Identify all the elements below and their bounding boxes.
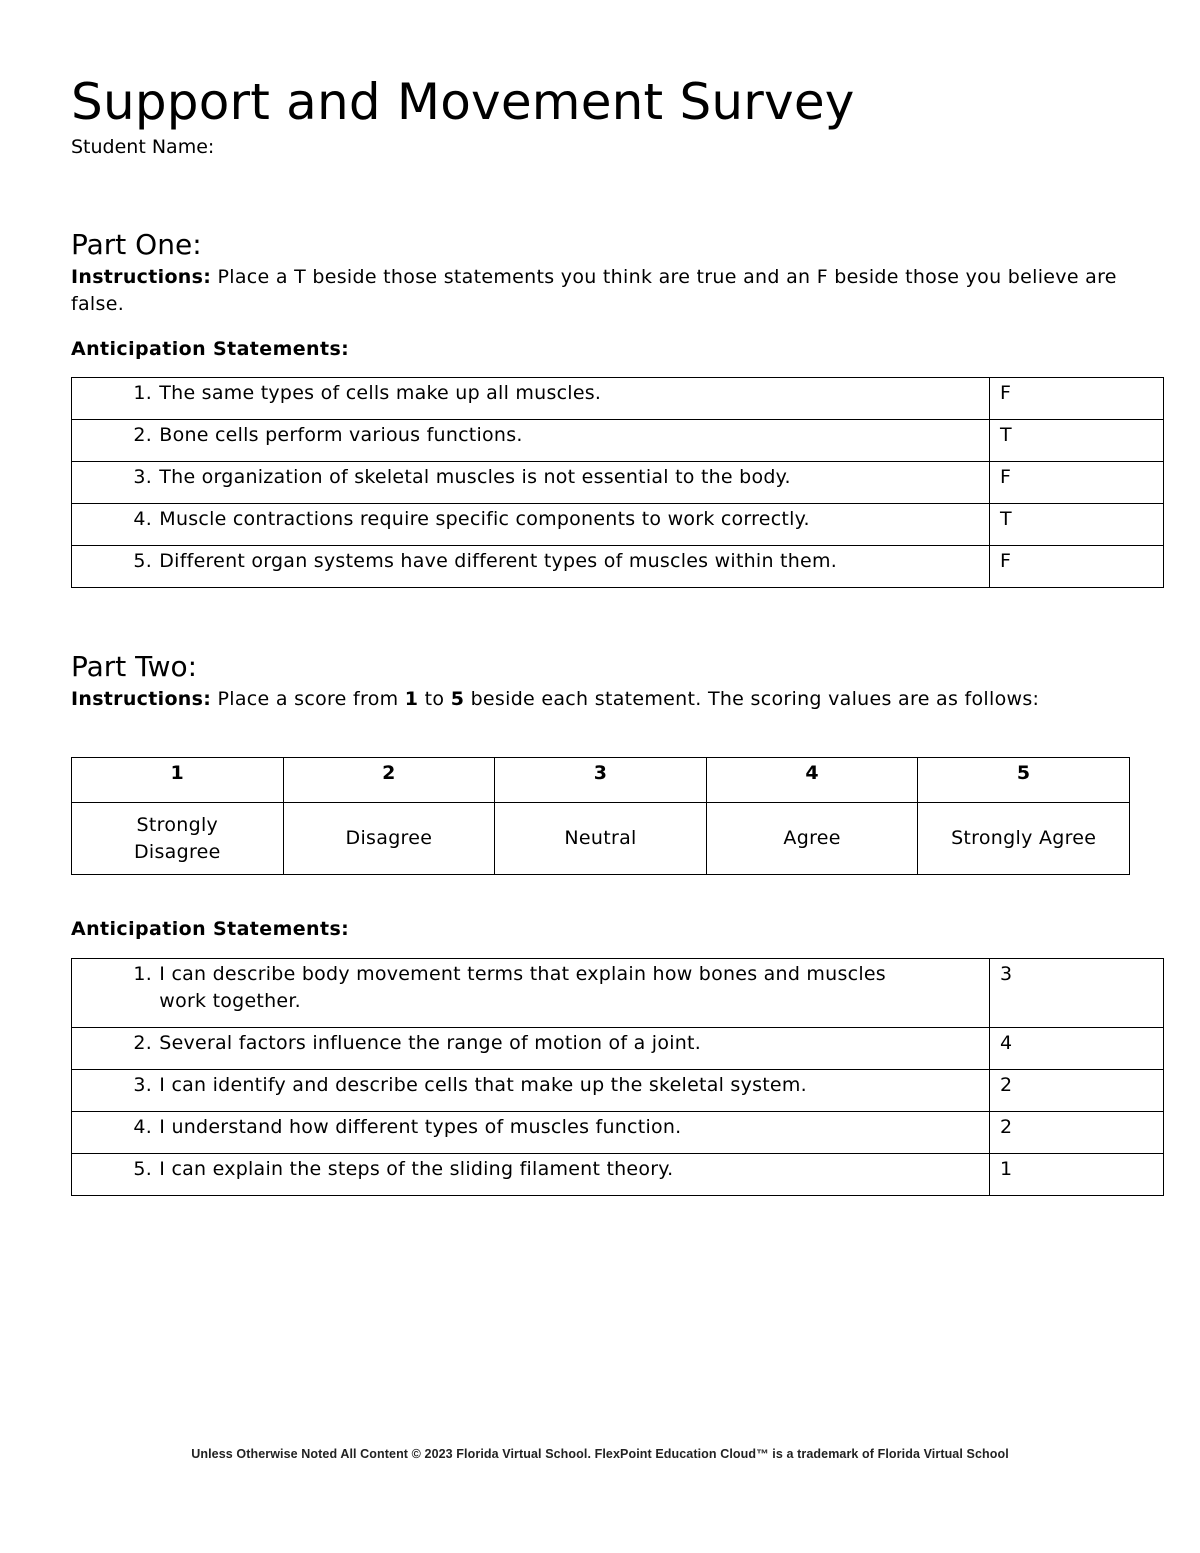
statement-number: 4. <box>133 1116 152 1138</box>
statement-cell <box>72 1154 990 1196</box>
scale-label: Strongly Agree <box>918 803 1130 875</box>
scale-label: Disagree <box>283 803 495 875</box>
answer-cell[interactable]: T <box>990 420 1164 462</box>
statement-number: 5. <box>133 550 152 572</box>
score-min: 1 <box>404 688 419 710</box>
table-row <box>72 546 1164 588</box>
answer-cell[interactable]: 1 <box>990 1154 1164 1196</box>
statement-number: 1. <box>133 963 152 985</box>
table-row <box>72 1028 1164 1070</box>
table-row <box>72 959 1164 1028</box>
instructions-label: Instructions: <box>71 266 212 288</box>
statement-cell <box>72 504 990 546</box>
table-row <box>72 420 1164 462</box>
table-row <box>72 462 1164 504</box>
scale-label: Agree <box>706 803 918 875</box>
answer-cell[interactable]: 2 <box>990 1070 1164 1112</box>
statement-text: Several factors influence the range of motion of a joint. <box>159 1032 702 1054</box>
part-two-instructions <box>71 686 1129 713</box>
statement-cell <box>72 462 990 504</box>
scale-label: Neutral <box>495 803 707 875</box>
table-row <box>72 1112 1164 1154</box>
statement-cell <box>72 959 990 1028</box>
answer-cell[interactable]: F <box>990 546 1164 588</box>
statement-text: I can explain the steps of the sliding filament theory. <box>159 1158 674 1180</box>
score-max: 5 <box>450 688 465 710</box>
statement-number: 3. <box>133 1074 152 1096</box>
statement-number: 2. <box>133 1032 152 1054</box>
statement-cell <box>72 1070 990 1112</box>
statement-cell <box>72 1028 990 1070</box>
answer-cell[interactable]: F <box>990 378 1164 420</box>
instructions-text: beside each statement. The scoring values are as follows: <box>470 688 1040 710</box>
part-one-statements-table <box>71 377 1164 588</box>
scale-score: 4 <box>706 758 918 803</box>
table-row <box>72 1070 1164 1112</box>
statement-text: The organization of skeletal muscles is not essential to the body. <box>159 466 791 488</box>
statement-text: I can describe body movement terms that explain how bones and muscles work together. <box>159 963 886 1012</box>
scoring-scale-table <box>71 757 1130 875</box>
table-row <box>72 1154 1164 1196</box>
instructions-text: Place a T beside those statements you think are true and an F beside those you believe are false. <box>71 266 1117 315</box>
page-title: Support and Movement Survey <box>71 73 855 131</box>
statement-number: 5. <box>133 1158 152 1180</box>
part-one-instructions <box>71 264 1129 318</box>
statement-cell <box>72 546 990 588</box>
instructions-label: Instructions: <box>71 688 212 710</box>
scale-score: 1 <box>72 758 284 803</box>
answer-cell[interactable]: 2 <box>990 1112 1164 1154</box>
part-one-subheading: Anticipation Statements: <box>71 338 350 360</box>
answer-cell[interactable]: T <box>990 504 1164 546</box>
statement-number: 4. <box>133 508 152 530</box>
instructions-text: to <box>424 688 445 710</box>
statement-text: I can identify and describe cells that make up the skeletal system. <box>159 1074 807 1096</box>
statement-number: 2. <box>133 424 152 446</box>
statement-number: 3. <box>133 466 152 488</box>
table-row <box>72 378 1164 420</box>
scale-score-row <box>72 758 1130 803</box>
part-two-statements-table <box>71 958 1164 1196</box>
statement-text: Different organ systems have different types of muscles within them. <box>159 550 838 572</box>
statement-text: I understand how different types of muscles function. <box>159 1116 682 1138</box>
scale-label-row <box>72 803 1130 875</box>
student-name-label: Student Name: <box>71 136 215 158</box>
statement-number: 1. <box>133 382 152 404</box>
answer-cell[interactable]: 3 <box>990 959 1164 1028</box>
statement-text: Bone cells perform various functions. <box>159 424 523 446</box>
answer-cell[interactable]: 4 <box>990 1028 1164 1070</box>
part-two-subheading: Anticipation Statements: <box>71 918 350 940</box>
part-one-heading: Part One: <box>71 228 202 261</box>
scale-label: Strongly Disagree <box>72 803 284 875</box>
instructions-text: Place a score from <box>217 688 399 710</box>
scale-score: 2 <box>283 758 495 803</box>
statement-cell <box>72 378 990 420</box>
scale-score: 5 <box>918 758 1130 803</box>
table-row <box>72 504 1164 546</box>
statement-cell <box>72 420 990 462</box>
scale-score: 3 <box>495 758 707 803</box>
statement-text: Muscle contractions require specific components to work correctly. <box>159 508 810 530</box>
copyright-footer: Unless Otherwise Noted All Content © 2023 Florida Virtual School. FlexPoint Education Cloud™ is a trademark of Florida Virtual School <box>191 1447 1009 1461</box>
part-two-heading: Part Two: <box>71 650 198 683</box>
answer-cell[interactable]: F <box>990 462 1164 504</box>
statement-cell <box>72 1112 990 1154</box>
statement-text: The same types of cells make up all muscles. <box>159 382 602 404</box>
